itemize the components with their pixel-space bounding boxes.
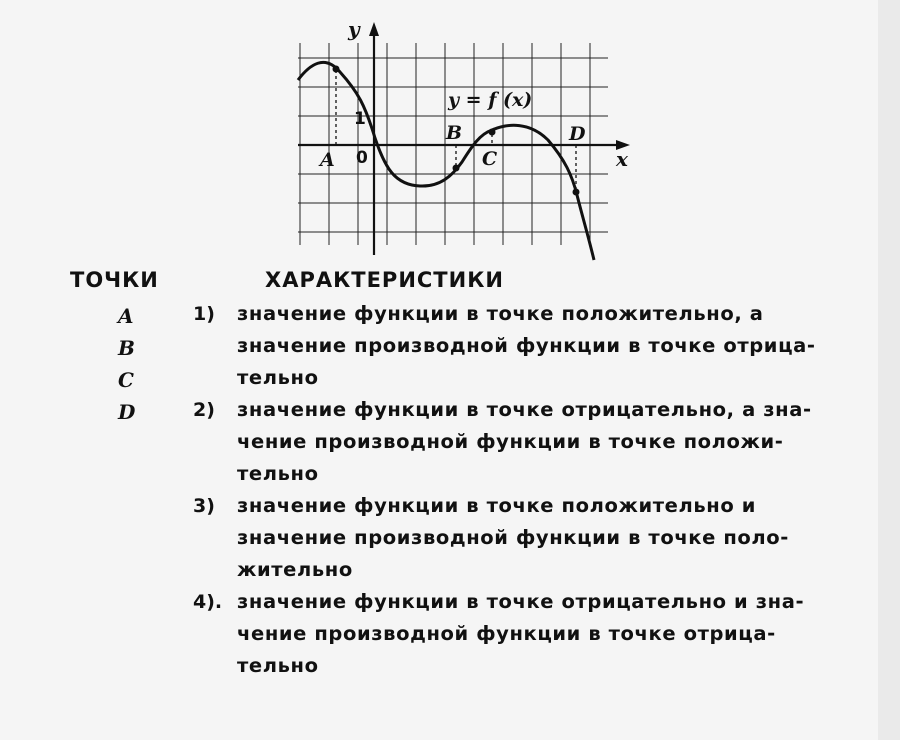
y-axis-label: y [348,17,360,41]
point-a-label: A [320,149,335,171]
characteristic-line: значение функции в точке положительно и [237,494,757,517]
point-b-label: B [446,122,463,144]
characteristic-text [237,586,873,682]
point-d-marker [573,189,580,196]
characteristic-line: тельно [237,366,319,389]
function-label: y = f (x) [448,89,533,111]
point-item-c: C [118,368,134,392]
point-item-b: B [118,336,135,360]
characteristic-text [237,298,873,394]
characteristic-line: значение функции в точке положительно, а [237,302,764,325]
characteristic-number: 3) [193,495,215,517]
characteristic-line: значение производной функции в точке поло- [237,526,789,549]
function-curve [298,62,594,260]
characteristic-text [237,490,873,586]
page-edge [878,0,900,740]
characteristic-item-2 [193,394,873,490]
characteristic-line: чение производной функции в точке положи- [237,430,784,453]
characteristic-line: значение производной функции в точке отрица- [237,334,816,357]
characteristics-header: ХАРАКТЕРИСТИКИ [265,268,504,292]
characteristic-number: 1) [193,303,215,325]
point-item-a: A [118,304,134,328]
characteristic-number: 4). [193,591,223,613]
characteristic-text [237,394,873,490]
characteristics-list [193,298,873,682]
origin-label: 0 [356,148,368,168]
function-graph [280,10,640,265]
characteristic-line: тельно [237,654,319,677]
point-b-marker [453,165,460,172]
characteristic-item-3 [193,490,873,586]
point-a-marker [333,66,340,73]
points-header: ТОЧКИ [70,268,159,292]
unit-label: 1 [354,109,366,129]
characteristic-line: тельно [237,462,319,485]
point-d-label: D [569,123,586,145]
point-c-label: C [482,148,498,170]
x-axis-label: x [616,147,628,171]
characteristic-line: значение функции в точке отрицательно, а зна- [237,398,812,421]
characteristic-item-1 [193,298,873,394]
points-list [118,300,135,428]
characteristic-number: 2) [193,399,215,421]
characteristic-item-4 [193,586,873,682]
point-item-d: D [118,400,136,424]
point-c-marker [489,129,496,136]
characteristic-line: чение производной функции в точке отрица- [237,622,776,645]
y-axis-arrow [369,22,379,36]
characteristic-line: значение функции в точке отрицательно и зна- [237,590,805,613]
characteristic-line: жительно [237,558,353,581]
